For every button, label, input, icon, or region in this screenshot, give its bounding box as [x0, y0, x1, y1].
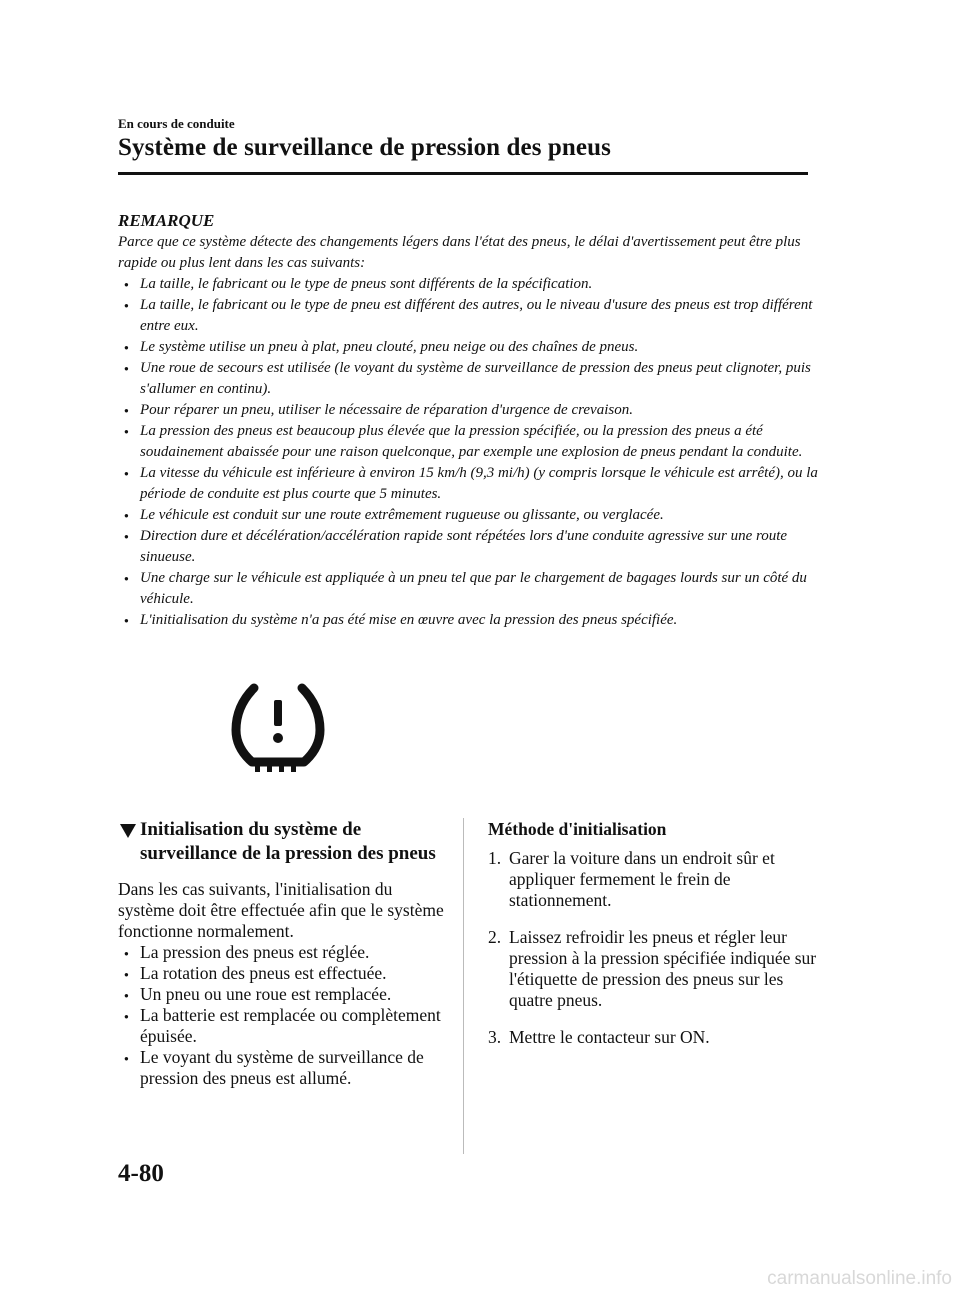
init-heading — [118, 818, 448, 866]
note-item: ● La vitesse du véhicule est inférieure à environ 15 km/h (9,3 mi/h) (y compris lorsque le véhicule est arrêté), ou la période de conduite est plus courte que 5 minutes. — [118, 463, 818, 505]
method-step — [488, 848, 818, 911]
page-number: 4-80 — [118, 1160, 164, 1187]
title-rule — [118, 172, 808, 175]
note-item: ● Une charge sur le véhicule est appliquée à un pneu tel que par le chargement de bagages lourds sur un côté du véhicule. — [118, 568, 818, 610]
method-step — [488, 1027, 818, 1048]
note-item: ● Le véhicule est conduit sur une route extrêmement rugueuse ou glissante, ou verglacée. — [118, 505, 818, 526]
init-column — [118, 818, 448, 1089]
triangle-down-icon — [120, 824, 136, 838]
method-column — [488, 818, 818, 1064]
init-item: ● La rotation des pneus est effectuée. — [118, 963, 448, 984]
init-item: ● Le voyant du système de surveillance de pression des pneus est allumé. — [118, 1047, 448, 1089]
step-number: 2. — [488, 927, 502, 947]
step-text: Mettre le contacteur sur ON. — [509, 1027, 710, 1047]
watermark[interactable]: carmanualsonline.info — [767, 1268, 952, 1289]
step-number: 3. — [488, 1027, 502, 1047]
step-text: Laissez refroidir les pneus et régler leur pression à la pression spécifiée indiquée sur l'étiquette de pression des pneus sur les quatre pneus. — [509, 927, 817, 1010]
init-heading-text: Initialisation du système de surveillance de la pression des pneus — [140, 819, 436, 864]
note-block — [118, 210, 818, 631]
init-intro: Dans les cas suivants, l'initialisation du système doit être effectuée afin que le système fonctionne normalement. — [118, 879, 444, 941]
note-item: ● Le système utilise un pneu à plat, pneu clouté, pneu neige ou des chaînes de pneus. — [118, 337, 818, 358]
method-heading: Méthode d'initialisation — [488, 819, 667, 839]
method-steps — [488, 848, 818, 1048]
tpms-warning-icon — [230, 682, 326, 774]
section-label: En cours de conduite — [118, 116, 235, 131]
init-list — [118, 942, 448, 1089]
step-text: Garer la voiture dans un endroit sûr et appliquer fermement le frein de stationnement. — [509, 848, 775, 910]
note-item: ● La taille, le fabricant ou le type de pneu est différent des autres, ou le niveau d'usure des pneus est trop différent entre eux. — [118, 295, 818, 337]
note-item: ● Une roue de secours est utilisée (le voyant du système de surveillance de pression des pneus peut clignoter, puis s'allumer en continu). — [118, 358, 818, 400]
step-number: 1. — [488, 848, 502, 868]
note-item: ● L'initialisation du système n'a pas été mise en œuvre avec la pression des pneus spécifiée. — [118, 610, 818, 631]
note-item: ● La pression des pneus est beaucoup plus élevée que la pression spécifiée, ou la pression des pneus a été soudainement abaissée pour une raison quelconque, par exemple une explosion de pneus pendant la conduite. — [118, 421, 818, 463]
method-step — [488, 927, 818, 1011]
note-item: ● Pour réparer un pneu, utiliser le nécessaire de réparation d'urgence de crevaison. — [118, 400, 818, 421]
note-item: ● La taille, le fabricant ou le type de pneus sont différents de la spécification. — [118, 274, 818, 295]
column-divider — [463, 818, 464, 1154]
note-list — [118, 274, 818, 631]
init-item: ● La batterie est remplacée ou complètement épuisée. — [118, 1005, 448, 1047]
init-item: ● Un pneu ou une roue est remplacée. — [118, 984, 448, 1005]
page-title: Système de surveillance de pression des pneus — [118, 134, 611, 161]
note-item: ● Direction dure et décélération/accélération rapide sont répétées lors d'une conduite agressive sur une route sinueuse. — [118, 526, 818, 568]
note-heading: REMARQUE — [118, 211, 215, 230]
note-intro: Parce que ce système détecte des changements légers dans l'état des pneus, le délai d'avertissement peut être plus rapide ou plus lent dans les cas suivants: — [118, 234, 801, 271]
init-item: ● La pression des pneus est réglée. — [118, 942, 448, 963]
